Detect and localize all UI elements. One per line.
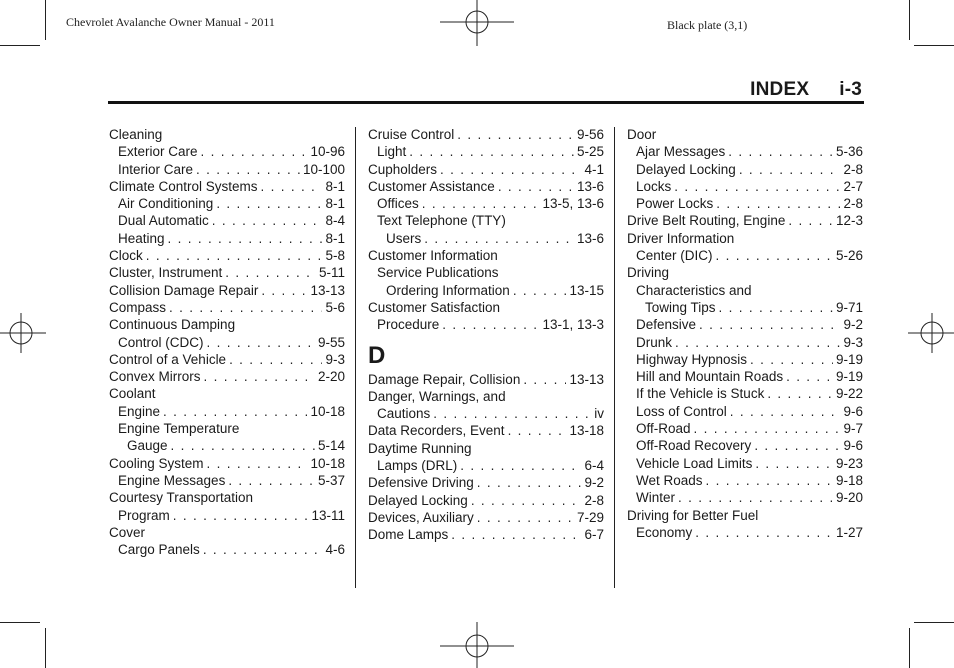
- index-entry-page: 13-6: [576, 178, 604, 194]
- index-entry: [109, 247, 345, 264]
- index-entry-term: Delayed Locking: [636, 161, 736, 177]
- dot-leader: [171, 437, 315, 454]
- index-entry-term: Customer Information: [368, 248, 498, 264]
- index-entry: [109, 368, 345, 385]
- index-entry: [368, 422, 604, 439]
- index-entry: [627, 472, 863, 489]
- dot-leader: [471, 492, 582, 509]
- dot-leader: [767, 385, 833, 402]
- index-entry: [109, 437, 345, 454]
- index-entry-page: 6-4: [584, 458, 604, 474]
- column-divider: [355, 127, 356, 588]
- dot-leader: [477, 474, 582, 491]
- index-entry-term: Data Recorders, Event: [368, 423, 505, 439]
- index-entry-term: Exterior Care: [118, 144, 198, 160]
- column-divider: [614, 127, 615, 588]
- index-entry-page: 8-4: [325, 213, 345, 229]
- index-entry-page: 13-11: [311, 507, 345, 523]
- dot-leader: [229, 351, 322, 368]
- index-entry-page: 9-19: [835, 351, 863, 367]
- index-entry: [109, 299, 345, 316]
- index-entry-page: 8-1: [325, 178, 345, 194]
- index-entry: [109, 212, 345, 229]
- index-entry-page: 13-18: [569, 423, 604, 439]
- index-entry-term: Off-Road: [636, 421, 691, 437]
- index-entry: [109, 385, 345, 402]
- plate-label: Black plate (3,1): [667, 18, 748, 32]
- dot-leader: [523, 371, 566, 388]
- dot-leader: [513, 282, 567, 299]
- index-entry-page: 10-100: [302, 161, 345, 177]
- dot-leader: [706, 472, 833, 489]
- index-entry-page: 1-27: [835, 524, 863, 540]
- dot-leader: [203, 541, 323, 558]
- dot-leader: [228, 472, 315, 489]
- index-entry-term: Heating: [118, 230, 165, 246]
- dot-leader: [498, 178, 574, 195]
- dot-leader: [730, 403, 841, 420]
- index-entry-term: Coolant: [109, 386, 156, 402]
- index-entry-term: Cautions: [377, 406, 431, 422]
- index-entry: [368, 299, 604, 316]
- index-entry-term: Damage Repair, Collision: [368, 371, 521, 387]
- index-entry: [109, 264, 345, 281]
- registration-mark-icon: [440, 0, 514, 46]
- index-entry: [109, 507, 345, 524]
- dot-leader: [146, 247, 323, 264]
- section-label: INDEX: [750, 79, 810, 100]
- index-entry: [627, 264, 863, 281]
- index-entry-page: 5-26: [835, 248, 863, 264]
- index-entry-term: Interior Care: [118, 161, 194, 177]
- index-entry-page: 9-71: [835, 299, 863, 315]
- header-rule: [108, 101, 864, 104]
- index-entry: [368, 526, 604, 543]
- index-letter-heading: D: [368, 341, 386, 369]
- page-title: [750, 79, 862, 101]
- index-entry: [627, 489, 863, 506]
- index-entry: [368, 264, 604, 281]
- index-entry: [109, 420, 345, 437]
- index-entry-term: Drive Belt Routing, Engine: [627, 213, 786, 229]
- index-entry-page: 5-36: [835, 144, 863, 160]
- dot-leader: [440, 161, 581, 178]
- index-entry: [109, 161, 345, 178]
- index-entry: [368, 316, 604, 333]
- dot-leader: [196, 161, 300, 178]
- index-entry-page: 5-25: [576, 144, 604, 160]
- index-entry: [627, 247, 863, 264]
- index-entry-term: Off-Road Recovery: [636, 438, 752, 454]
- dot-leader: [207, 455, 308, 472]
- index-entry-page: 2-8: [843, 161, 863, 177]
- dot-leader: [755, 455, 833, 472]
- dot-leader: [460, 457, 581, 474]
- index-entry: [109, 351, 345, 368]
- index-entry-page: 13-15: [569, 282, 604, 298]
- index-entry-term: Defensive Driving: [368, 475, 474, 491]
- dot-leader: [204, 368, 315, 385]
- crop-mark: [914, 45, 954, 46]
- index-entry: [368, 247, 604, 264]
- index-entry: [368, 178, 604, 195]
- index-entry-term: Drunk: [636, 334, 673, 350]
- index-entry-page: 5-11: [318, 265, 345, 281]
- index-entry-page: 13-6: [576, 230, 604, 246]
- index-entry-term: Power Locks: [636, 196, 714, 212]
- index-entry-page: 13-1, 13-3: [542, 317, 604, 333]
- index-entry: [109, 489, 345, 506]
- index-entry-term: Clock: [109, 248, 143, 264]
- index-entry: [627, 524, 863, 541]
- index-entry-page: 4-1: [584, 161, 604, 177]
- index-column-3: [627, 126, 863, 541]
- index-column-2: [368, 126, 604, 544]
- index-entry-page: 9-7: [843, 421, 863, 437]
- index-entry: [627, 351, 863, 368]
- index-entry: [368, 492, 604, 509]
- index-entry-page: 8-1: [325, 196, 345, 212]
- index-entry: [368, 195, 604, 212]
- index-column-1: [109, 126, 345, 558]
- index-entry-page: 5-37: [317, 472, 345, 488]
- index-entry-term: Climate Control Systems: [109, 178, 258, 194]
- dot-leader: [409, 143, 574, 160]
- dot-leader: [719, 299, 833, 316]
- index-entry: [627, 455, 863, 472]
- index-entry-page: 9-56: [576, 127, 604, 142]
- index-entry-term: Compass: [109, 299, 167, 315]
- index-entry-page: 9-6: [843, 438, 863, 454]
- index-entry: [109, 472, 345, 489]
- index-entry: [627, 126, 863, 143]
- index-entry-page: 2-8: [584, 492, 604, 508]
- index-entry: [627, 368, 863, 385]
- index-entry-term: Delayed Locking: [368, 492, 468, 508]
- index-entry: [627, 143, 863, 160]
- index-entry-page: 5-8: [325, 248, 345, 264]
- index-entry: [109, 282, 345, 299]
- index-entry: [368, 405, 604, 422]
- dot-leader: [754, 437, 840, 454]
- index-entry-page: 13-13: [310, 282, 345, 298]
- crop-mark: [45, 0, 46, 40]
- index-entry: [627, 178, 863, 195]
- dot-leader: [716, 247, 833, 264]
- index-entry-page: 2-20: [317, 369, 345, 385]
- dot-leader: [716, 195, 840, 212]
- dot-leader: [261, 178, 323, 195]
- index-entry-term: Cluster, Instrument: [109, 265, 223, 281]
- index-entry-term: Text Telephone (TTY): [377, 213, 506, 229]
- index-entry-page: 4-6: [325, 542, 345, 558]
- index-entry-term: Program: [118, 507, 170, 523]
- dot-leader: [424, 230, 574, 247]
- index-entry: [627, 385, 863, 402]
- index-entry-page: 9-18: [835, 472, 863, 488]
- index-entry: [627, 299, 863, 316]
- index-entry: [368, 371, 604, 388]
- index-entry-term: Driver Information: [627, 230, 735, 246]
- dot-leader: [168, 230, 323, 247]
- index-entry-term: Loss of Control: [636, 403, 727, 419]
- index-entry: [109, 178, 345, 195]
- index-entry-page: 13-13: [569, 371, 604, 387]
- index-entry-term: Cover: [109, 524, 146, 540]
- index-entry-page: 5-14: [317, 438, 345, 454]
- index-entry: [109, 403, 345, 420]
- index-entry-term: Economy: [636, 524, 693, 540]
- crop-mark: [0, 45, 40, 46]
- dot-leader: [207, 334, 315, 351]
- index-entry-page: 9-23: [835, 455, 863, 471]
- index-entry-term: Winter: [636, 490, 676, 506]
- index-entry: [109, 126, 345, 143]
- index-entry: [368, 440, 604, 457]
- index-entry-term: Center (DIC): [636, 248, 713, 264]
- dot-leader: [201, 143, 308, 160]
- registration-mark-icon: [908, 313, 954, 353]
- index-entry-page: 10-18: [310, 403, 345, 419]
- dot-leader: [678, 489, 833, 506]
- dot-leader: [451, 526, 581, 543]
- index-entry-term: Driving for Better Fuel: [627, 507, 759, 523]
- index-entry-page: 9-20: [835, 490, 863, 506]
- index-entry: [109, 455, 345, 472]
- dot-leader: [694, 420, 841, 437]
- index-entry-term: Ajar Messages: [636, 144, 726, 160]
- index-entry-term: Danger, Warnings, and: [368, 388, 506, 404]
- index-entry-term: Light: [377, 144, 407, 160]
- index-entry-term: Service Publications: [377, 265, 499, 281]
- index-entry: [627, 403, 863, 420]
- index-entry-page: 6-7: [584, 527, 604, 543]
- index-entry-page: 12-3: [835, 213, 863, 229]
- crop-mark: [45, 628, 46, 668]
- index-entry-term: Continuous Damping: [109, 317, 236, 333]
- index-entry: [109, 334, 345, 351]
- index-entry: [627, 195, 863, 212]
- index-entry-page: 8-1: [325, 230, 345, 246]
- crop-mark: [0, 622, 40, 623]
- dot-leader: [674, 178, 840, 195]
- index-entry-term: Cupholders: [368, 161, 438, 177]
- index-entry-term: Cargo Panels: [118, 542, 200, 558]
- index-entry-term: Hill and Mountain Roads: [636, 369, 784, 385]
- index-entry-page: 13-5, 13-6: [542, 196, 604, 212]
- dot-leader: [169, 299, 322, 316]
- index-entry: [109, 230, 345, 247]
- running-header-title: Chevrolet Avalanche Owner Manual - 2011: [66, 15, 275, 29]
- index-entry-term: Wet Roads: [636, 472, 703, 488]
- index-entry-term: Control of a Vehicle: [109, 351, 227, 367]
- index-entry-term: Cleaning: [109, 127, 163, 142]
- index-entry-page: 9-22: [835, 386, 863, 402]
- index-entry-page: 9-6: [843, 403, 863, 419]
- index-entry-term: Courtesy Transportation: [109, 490, 254, 506]
- index-entry-term: Procedure: [377, 317, 440, 333]
- index-entry: [368, 161, 604, 178]
- crop-mark: [909, 0, 910, 40]
- dot-leader: [728, 143, 833, 160]
- index-entry-term: Cooling System: [109, 455, 204, 471]
- dot-leader: [699, 316, 840, 333]
- index-entry: [368, 230, 604, 247]
- dot-leader: [225, 264, 316, 281]
- index-entry: [627, 316, 863, 333]
- dot-leader: [675, 334, 840, 351]
- dot-leader: [216, 195, 322, 212]
- index-entry-term: Collision Damage Repair: [109, 282, 259, 298]
- index-entry-term: Devices, Auxiliary: [368, 509, 474, 525]
- index-entry-page: 9-19: [835, 369, 863, 385]
- registration-mark-icon: [440, 622, 514, 668]
- crop-mark: [914, 622, 954, 623]
- index-entry: [109, 541, 345, 558]
- index-entry: [368, 474, 604, 491]
- dot-leader: [261, 282, 307, 299]
- index-entry: [627, 282, 863, 299]
- index-entry-term: Daytime Running: [368, 440, 472, 456]
- dot-leader: [739, 161, 841, 178]
- index-entry-term: Customer Assistance: [368, 178, 495, 194]
- dot-leader: [508, 422, 567, 439]
- index-entry: [627, 507, 863, 524]
- index-entry-page: 10-96: [310, 144, 345, 160]
- dot-leader: [750, 351, 833, 368]
- index-entry-term: Door: [627, 127, 657, 142]
- index-entry: [109, 524, 345, 541]
- index-entry-term: Dual Automatic: [118, 213, 209, 229]
- index-entry-page: 9-2: [584, 475, 604, 491]
- dot-leader: [163, 403, 307, 420]
- dot-leader: [442, 316, 539, 333]
- dot-leader: [173, 507, 309, 524]
- crop-mark: [909, 628, 910, 668]
- index-entry-term: Engine: [118, 403, 161, 419]
- page-number: i-3: [839, 79, 862, 100]
- index-entry-page: 9-3: [325, 351, 345, 367]
- index-entry: [627, 161, 863, 178]
- dot-leader: [477, 509, 574, 526]
- index-entry: [368, 282, 604, 299]
- index-entry-page: 10-18: [310, 455, 345, 471]
- index-entry-page: 2-7: [843, 178, 863, 194]
- registration-mark-icon: [0, 313, 46, 353]
- index-entry: [627, 437, 863, 454]
- index-entry-term: Users: [386, 230, 422, 246]
- index-entry-term: Convex Mirrors: [109, 369, 201, 385]
- index-entry-page: 9-3: [843, 334, 863, 350]
- index-entry: [627, 230, 863, 247]
- index-entry-term: Cruise Control: [368, 127, 455, 142]
- index-entry-term: Towing Tips: [645, 299, 716, 315]
- index-entry: [109, 316, 345, 333]
- dot-leader: [457, 126, 574, 143]
- index-entry-term: Air Conditioning: [118, 196, 214, 212]
- dot-leader: [212, 212, 323, 229]
- index-entry: [368, 509, 604, 526]
- index-entry: [109, 143, 345, 160]
- index-entry: [368, 212, 604, 229]
- index-entry-page: 2-8: [843, 196, 863, 212]
- index-entry: [368, 143, 604, 160]
- index-entry-page: 5-6: [325, 299, 345, 315]
- index-entry-term: Gauge: [127, 438, 168, 454]
- index-entry: [627, 334, 863, 351]
- dot-leader: [695, 524, 833, 541]
- index-entry-term: Vehicle Load Limits: [636, 455, 753, 471]
- index-entry-term: Engine Temperature: [118, 421, 240, 437]
- dot-leader: [422, 195, 540, 212]
- index-entry-term: Control (CDC): [118, 334, 204, 350]
- index-entry-term: Ordering Information: [386, 282, 510, 298]
- index-entry-term: Offices: [377, 196, 419, 212]
- dot-leader: [786, 368, 833, 385]
- index-entry: [627, 212, 863, 229]
- index-entry: [627, 420, 863, 437]
- index-entry-term: Highway Hypnosis: [636, 351, 748, 367]
- index-entry-page: 9-2: [843, 317, 863, 333]
- index-entry-page: 9-55: [317, 334, 345, 350]
- index-entry-term: Characteristics and: [636, 282, 752, 298]
- index-entry: [109, 195, 345, 212]
- index-entry-term: Customer Satisfaction: [368, 299, 501, 315]
- index-entry-term: Dome Lamps: [368, 527, 449, 543]
- index-entry: [368, 126, 604, 143]
- index-entry-term: If the Vehicle is Stuck: [636, 386, 765, 402]
- index-entry-term: Engine Messages: [118, 472, 226, 488]
- index-entry: [368, 457, 604, 474]
- dot-leader: [788, 212, 833, 229]
- index-entry-term: Driving: [627, 265, 670, 281]
- index-entry-term: Locks: [636, 178, 672, 194]
- dot-leader: [433, 405, 591, 422]
- index-entry-page: 7-29: [576, 509, 604, 525]
- index-entry-page: iv: [594, 406, 604, 422]
- index-entry: [368, 388, 604, 405]
- index-entry-term: Lamps (DRL): [377, 458, 458, 474]
- index-entry-term: Defensive: [636, 317, 697, 333]
